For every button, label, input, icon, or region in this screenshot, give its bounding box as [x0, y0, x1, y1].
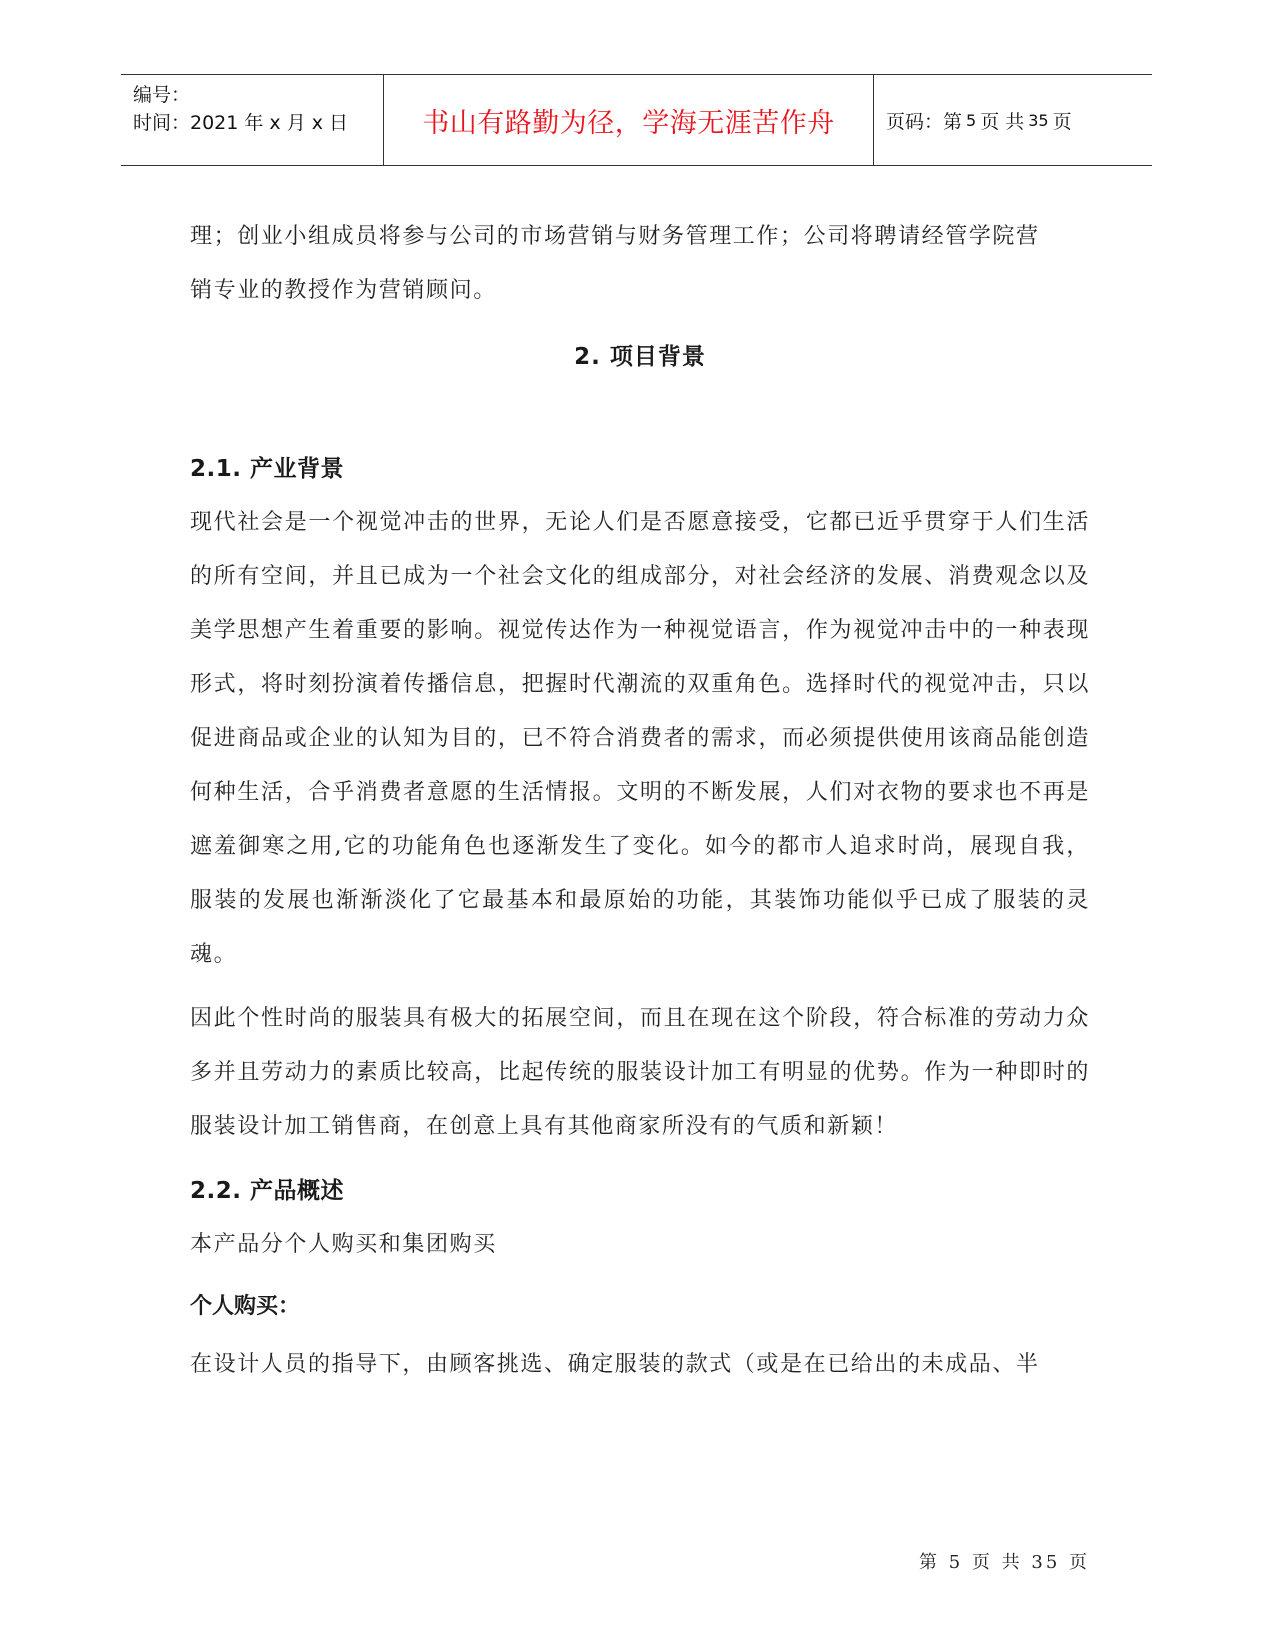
header-page-number [874, 75, 1152, 165]
paragraph-individual-purchase: 在设计人员的指导下，由顾客挑选、确定服装的款式（或是在已给出的未成品、半 [190, 1352, 1040, 1377]
page-suffix: 页 [1052, 110, 1072, 133]
intro-line-1: 理；创业小组成员将参与公司的市场营销与财务管理工作；公司将聘请经管学院营 [190, 224, 1040, 249]
page-footer: 第 5 页 共 35 页 [919, 1552, 1090, 1573]
page-current: 5 [966, 110, 977, 130]
paragraph-industry-2: 因此个性时尚的服装具有极大的拓展空间，而且在现在这个阶段，符合标准的劳动力众多并且劳动力的素质比较高，比起传统的服装设计加工有明显的优势。作为一种即时的服装设计加工销售商，在创意上具有其他商家所没有的气质和新颖！ [190, 1006, 1090, 1139]
page-total: 35 [1028, 110, 1049, 130]
page-prefix: 页码：第 [886, 110, 963, 133]
page-mid: 页 共 [980, 110, 1025, 133]
header-meta-cell [121, 75, 384, 165]
code-label: 编号： [133, 84, 191, 106]
header-motto: 书山有路勤为径，学海无涯苦作舟 [384, 75, 874, 165]
individual-purchase-label: 个人购买： [190, 1294, 301, 1319]
document-body [190, 210, 1090, 1392]
date-label: 时间：2021 年 x 月 x 日 [133, 112, 349, 134]
section-title: 2. 项目背景 [574, 344, 706, 370]
intro-line-2: 销专业的教授作为营销顾问。 [190, 278, 497, 303]
page-header [121, 74, 1152, 166]
paragraph-product-overview: 本产品分个人购买和集团购买 [190, 1232, 497, 1257]
paragraph-industry-1: 现代社会是一个视觉冲击的世界，无论人们是否愿意接受，它都已近乎贯穿于人们生活的所有空间，并且已成为一个社会文化的组成部分，对社会经济的发展、消费观念以及美学思想产生着重要的影响。视觉传达作为一种视觉语言，作为视觉冲击中的一种表现形式，将时刻扮演着传播信息，把握时代潮流的双重角色。选择时代的视觉冲击，只以促进商品或企业的认知为目的，已不符合消费者的需求，而必须提供使用该商品能创造何种生活，合乎消费者意愿的生活情报。文明的不断发展，人们对衣物的要求也不再是遮羞御寒之用,它的功能角色也逐渐发生了变化。如今的都市人追求时尚，展现自我，服装的发展也渐渐淡化了它最基本和最原始的功能，其装饰功能似乎已成了服装的灵魂。 [190, 510, 1090, 967]
subsection-title-industry: 2.1. 产业背景 [190, 456, 344, 482]
subsection-title-product: 2.2. 产品概述 [190, 1178, 344, 1204]
